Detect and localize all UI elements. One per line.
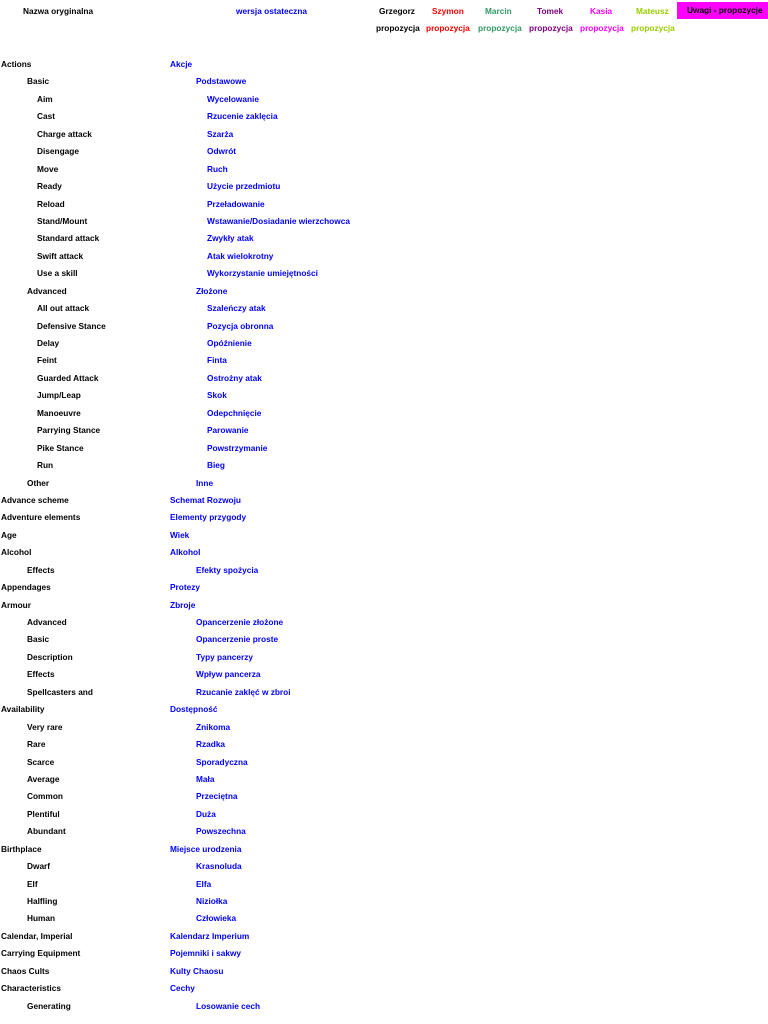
original-term: Basic (27, 76, 50, 87)
table-row (0, 614, 768, 631)
translated-term: Parowanie (207, 425, 249, 436)
translated-term: Opancerzenie złożone (196, 617, 284, 627)
reviewer-grzegorz-sub: propozycja (376, 23, 420, 33)
original-term: Chaos Cults (1, 965, 50, 976)
original-term: Average (27, 773, 60, 784)
original-term: Appendages (1, 582, 51, 593)
translated-term: Atak wielokrotny (207, 250, 274, 261)
original-term: Characteristics (1, 983, 61, 994)
original-term: Feint (37, 355, 57, 366)
original-term: Swift attack (37, 250, 84, 261)
original-term: Generating (27, 1000, 71, 1011)
translated-term: Duża (196, 808, 216, 819)
table-row (0, 300, 768, 317)
original-term: Elf (27, 878, 38, 889)
translated-term: Pozycja obronna (207, 320, 274, 331)
table-row (0, 335, 768, 352)
translated-term: Odepchnięcie (207, 407, 262, 418)
reviewer-grzegorz-header: Grzegorz (379, 6, 415, 16)
original-term: Move (37, 163, 59, 174)
original-term: Disengage (37, 146, 79, 157)
original-term: Guarded Attack (37, 372, 99, 383)
original-term: Cast (37, 111, 55, 122)
reviewer-kasia-header: Kasia (590, 6, 613, 16)
translated-term: Podstawowe (196, 76, 247, 87)
translated-term: Mała (196, 773, 215, 784)
original-term: Calendar, Imperial (1, 930, 73, 941)
translated-term: Ostrożny atak (207, 372, 262, 383)
table-row (0, 754, 768, 771)
table-row (0, 858, 768, 875)
table-row (0, 126, 768, 143)
translated-term: Akcje (170, 59, 193, 69)
table-row (0, 544, 768, 561)
translated-term: Dostępność (170, 704, 218, 715)
original-term: Use a skill (37, 268, 78, 279)
reviewer-tomek-header: Tomek (537, 6, 564, 16)
translated-term: Wpływ pancerza (196, 669, 261, 680)
final-version-header: wersja ostateczna (236, 6, 308, 16)
original-term: Dwarf (27, 861, 51, 872)
table-row (0, 230, 768, 247)
table-row (0, 579, 768, 596)
original-term: Ready (37, 181, 62, 192)
original-term: Scarce (27, 756, 55, 767)
original-term: Pike Stance (37, 442, 84, 453)
table-row (0, 963, 768, 980)
table-row (0, 701, 768, 718)
translated-term: Niziołka (196, 896, 228, 906)
translated-term: Rzucenie zaklęcia (207, 111, 278, 122)
table-row (0, 370, 768, 387)
table-row (0, 457, 768, 474)
notes-header: Uwagi - propozycje (687, 5, 763, 15)
original-term: Halfling (27, 896, 58, 906)
translated-term: Użycie przedmiotu (207, 181, 281, 192)
original-term: Alcohol (1, 547, 32, 558)
table-row (0, 161, 768, 178)
translated-term: Opóźnienie (207, 338, 252, 348)
original-term: Very rare (27, 721, 63, 732)
translated-term: Cechy (170, 983, 195, 994)
translated-term: Krasnoluda (196, 861, 242, 872)
translated-term: Znikoma (196, 721, 231, 732)
table-row (0, 56, 768, 73)
original-term: Human (27, 913, 56, 924)
original-term: Standard attack (37, 233, 100, 244)
table-row (0, 841, 768, 858)
original-term: Other (27, 477, 50, 488)
original-term: Advanced (27, 285, 67, 296)
reviewer-mateusz-sub: propozycja (631, 23, 675, 33)
table-row (0, 387, 768, 404)
table-row (0, 527, 768, 544)
translated-term: Wycelowanie (207, 93, 259, 104)
original-term: Aim (37, 93, 53, 104)
translated-term: Wykorzystanie umiejętności (207, 268, 318, 279)
table-row (0, 649, 768, 666)
original-term: Common (27, 791, 63, 802)
translated-term: Efekty spożycia (196, 564, 259, 575)
translated-term: Odwrót (207, 146, 237, 157)
table-row (0, 771, 768, 788)
original-term: Delay (37, 338, 60, 348)
original-name-header: Nazwa oryginalna (23, 6, 94, 16)
translated-term: Zbroje (170, 599, 196, 610)
original-term: Manoeuvre (37, 407, 81, 418)
original-term: Effects (27, 564, 55, 575)
table-row (0, 318, 768, 335)
table-row (0, 91, 768, 108)
table-row (0, 196, 768, 213)
translated-term: Kalendarz Imperium (170, 930, 250, 941)
original-term: Armour (1, 599, 31, 610)
reviewer-tomek-sub: propozycja (529, 23, 573, 33)
table-row (0, 108, 768, 125)
original-term: Abundant (27, 826, 66, 837)
translated-term: Człowieka (196, 913, 237, 924)
translated-term: Sporadyczna (196, 756, 248, 767)
table-row (0, 736, 768, 753)
table-row (0, 597, 768, 614)
original-term: Charge attack (37, 128, 92, 139)
original-term: Plentiful (27, 808, 60, 819)
table-row (0, 666, 768, 683)
table-row (0, 213, 768, 230)
table-row (0, 945, 768, 962)
original-term: Availability (1, 704, 45, 715)
translated-term: Finta (207, 355, 227, 366)
translated-term: Rzadka (196, 739, 226, 750)
original-term: Effects (27, 669, 55, 680)
original-term: Run (37, 460, 54, 471)
translated-term: Protezy (170, 582, 200, 593)
notes-header-cell (677, 2, 768, 19)
glossary-table (0, 56, 768, 1015)
table-row (0, 509, 768, 526)
reviewer-marcin-header: Marcin (485, 6, 512, 16)
table-row (0, 928, 768, 945)
translated-term: Ruch (207, 163, 228, 174)
translated-term: Alkohol (170, 547, 201, 558)
translated-term: Powstrzymanie (207, 442, 268, 453)
table-row (0, 492, 768, 509)
original-term: Defensive Stance (37, 320, 106, 331)
table-row (0, 980, 768, 997)
table-row (0, 876, 768, 893)
original-term: Actions (1, 59, 32, 69)
original-term: Adventure elements (1, 512, 81, 523)
original-term: Stand/Mount (37, 215, 88, 226)
original-term: Parrying Stance (37, 425, 101, 436)
table-row (0, 562, 768, 579)
translated-term: Elementy przygody (170, 512, 247, 523)
translated-term: Złożone (196, 285, 228, 296)
reviewer-mateusz-header: Mateusz (636, 6, 669, 16)
table-row (0, 265, 768, 282)
translated-term: Bieg (207, 460, 225, 471)
table-row (0, 719, 768, 736)
table-row (0, 73, 768, 90)
original-term: Reload (37, 198, 65, 209)
table-row (0, 440, 768, 457)
original-term: Jump/Leap (37, 390, 81, 401)
translated-term: Powszechna (196, 826, 246, 837)
translated-term: Rzucanie zaklęć w zbroi (196, 686, 291, 697)
translated-term: Inne (196, 477, 214, 488)
original-term: All out attack (37, 303, 90, 314)
table-row (0, 823, 768, 840)
translated-term: Przeciętna (196, 791, 238, 802)
translated-term: Kulty Chaosu (170, 965, 224, 976)
original-term: Basic (27, 634, 50, 645)
reviewer-marcin-sub: propozycja (478, 23, 522, 33)
translated-term: Zwykły atak (207, 233, 254, 244)
table-row (0, 352, 768, 369)
translated-term: Skok (207, 390, 227, 401)
original-term: Spellcasters and (27, 686, 93, 697)
table-row (0, 475, 768, 492)
table-row (0, 248, 768, 265)
reviewer-szymon-sub: propozycja (426, 23, 470, 33)
original-term: Rare (27, 739, 46, 750)
table-row (0, 143, 768, 160)
reviewer-kasia-sub: propozycja (580, 23, 624, 33)
table-row (0, 998, 768, 1015)
original-term: Advanced (27, 617, 67, 627)
table-row (0, 910, 768, 927)
translated-term: Szarża (207, 128, 234, 139)
table-row (0, 893, 768, 910)
table-row (0, 806, 768, 823)
translated-term: Opancerzenie proste (196, 634, 279, 645)
table-row (0, 788, 768, 805)
original-term: Birthplace (1, 843, 42, 854)
original-term: Description (27, 651, 73, 662)
table-row (0, 283, 768, 300)
translated-term: Miejsce urodzenia (170, 843, 242, 854)
table-row (0, 178, 768, 195)
table-row (0, 405, 768, 422)
table-row (0, 422, 768, 439)
translated-term: Wstawanie/Dosiadanie wierzchowca (207, 215, 350, 226)
translated-term: Wiek (170, 529, 190, 540)
translated-term: Typy pancerzy (196, 651, 254, 662)
translated-term: Losowanie cech (196, 1000, 261, 1011)
table-row (0, 684, 768, 701)
translated-term: Pojemniki i sakwy (170, 948, 242, 959)
reviewer-szymon-header: Szymon (432, 6, 464, 16)
translated-term: Elfa (196, 878, 212, 889)
original-term: Advance scheme (1, 494, 69, 505)
table-row (0, 631, 768, 648)
original-term: Carrying Equipment (1, 948, 81, 959)
original-term: Age (1, 529, 17, 540)
translated-term: Przeładowanie (207, 198, 265, 209)
translated-term: Schemat Rozwoju (170, 494, 241, 505)
translated-term: Szaleńczy atak (207, 303, 266, 314)
